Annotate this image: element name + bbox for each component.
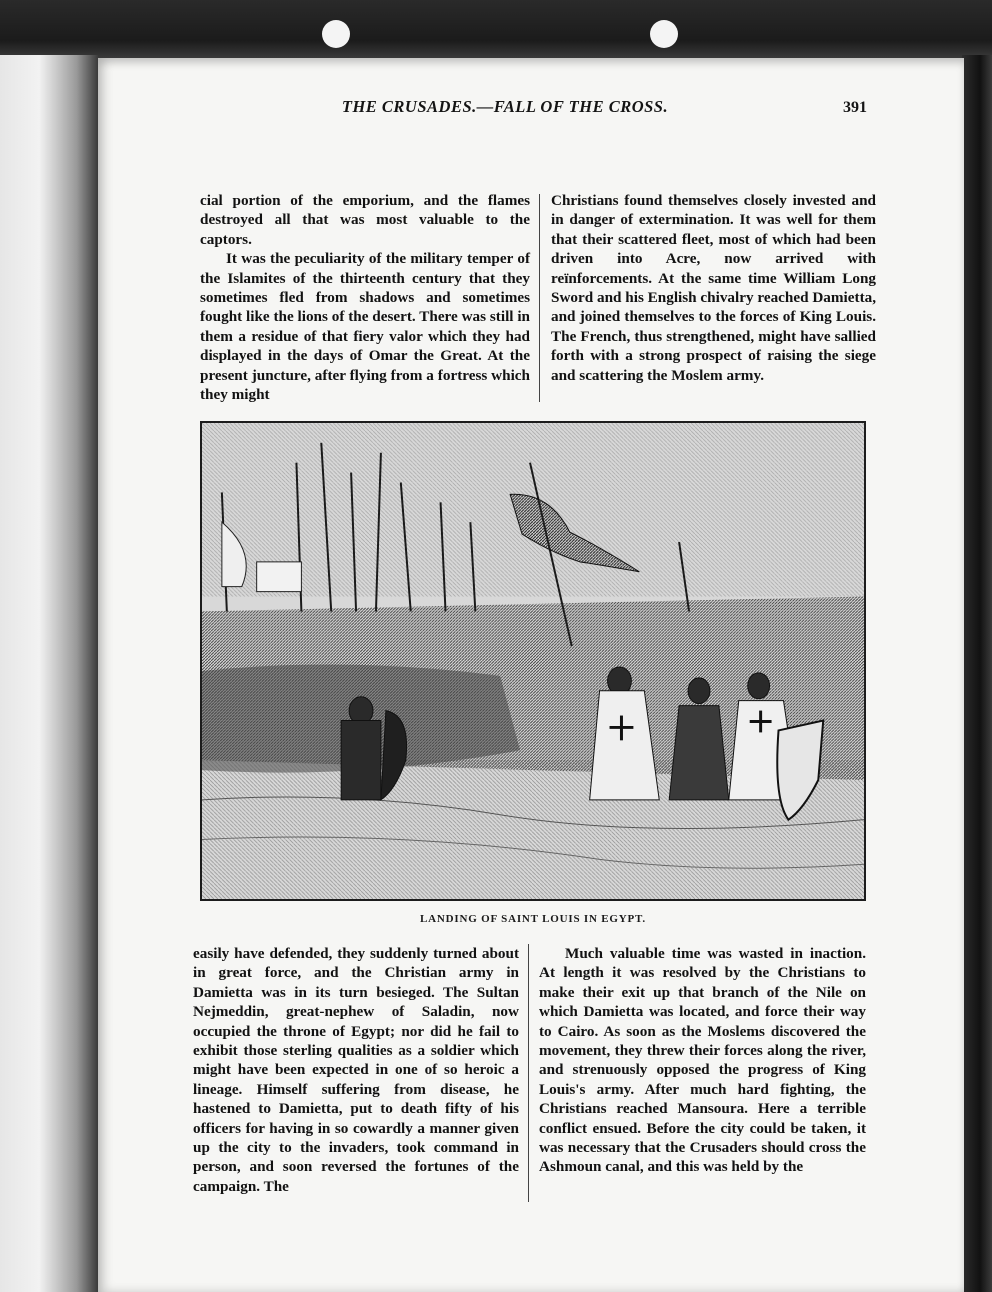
- paragraph: It was the peculiarity of the military temper of the Islamites of the thirteenth century that they sometimes fled from shadows and sometimes fought like the lions of the desert. There was still in them a residue of that fiery valor which they had displayed in the days of Omar the Great. At the present juncture, after flying from a fortress which they might: [200, 250, 530, 404]
- paragraph: easily have defended, they suddenly turned about in great force, and the Christian army in Damietta was in its turn besieged. The Sultan Nejmeddin, great-nephew of Saladin, now occupied the throne of Egypt; nor did he fail to exhibit those sterling qualities as a soldier which might have been expected in one of so heroic a lineage. Himself suffering from disease, he hastened to Damietta, put to death fifty of his officers for having in so cowardly a manner given up the city to the invaders, took command in person, and soon reversed the fortunes of the campaign. The: [193, 945, 519, 1195]
- page-number: 391: [843, 99, 867, 116]
- paragraph: Christians found themselves closely invested and in danger of extermination. It was well for them that their scattered fleet, most of which had been driven into Acre, now arrived with reïnforcements. At the same time William Long Sword and his English chivalry reached Damietta, and joined themselves to the forces of King Louis. The French, thus strengthened, might have sallied forth with a strong prospect of raising the siege and scattering the Moslem army.: [551, 192, 877, 384]
- text-column-bottom-left: [193, 944, 519, 1196]
- engraving-illustration: [200, 421, 866, 901]
- column-rule: [539, 194, 540, 402]
- scanner-right-border: [962, 55, 992, 1292]
- binder-punch-hole: [650, 20, 678, 48]
- paragraph: Much valuable time was wasted in inaction. At length it was resolved by the Christians to make their exit up that branch of the Nile on which Damietta was located, and force their way to Cairo. As soon as the Moslems discovered the movement, they threw their forces along the river, and strenuously opposed the progress of King Louis's army. After much hard fighting, the Christians reached Mansoura. Here a terrible conflict ensued. Before the city could be taken, it was necessary that the Crusaders should cross the Ashmoun canal, and this was held by the: [539, 945, 866, 1176]
- paragraph: cial portion of the emporium, and the flames destroyed all that was most valuable to the captors.: [200, 192, 530, 248]
- running-head: THE CRUSADES.—FALL OF THE CROSS.: [341, 97, 669, 116]
- figure-caption: LANDING OF SAINT LOUIS IN EGYPT.: [420, 913, 646, 925]
- text-column-top-left: [200, 191, 530, 404]
- scanner-top-border: [0, 0, 992, 58]
- text-column-bottom-right: [539, 944, 866, 1177]
- facing-page-edge: [0, 55, 98, 1292]
- column-rule: [528, 944, 529, 1202]
- engraving-drawing: [202, 423, 864, 899]
- binder-punch-hole: [322, 20, 350, 48]
- text-column-top-right: [551, 191, 876, 385]
